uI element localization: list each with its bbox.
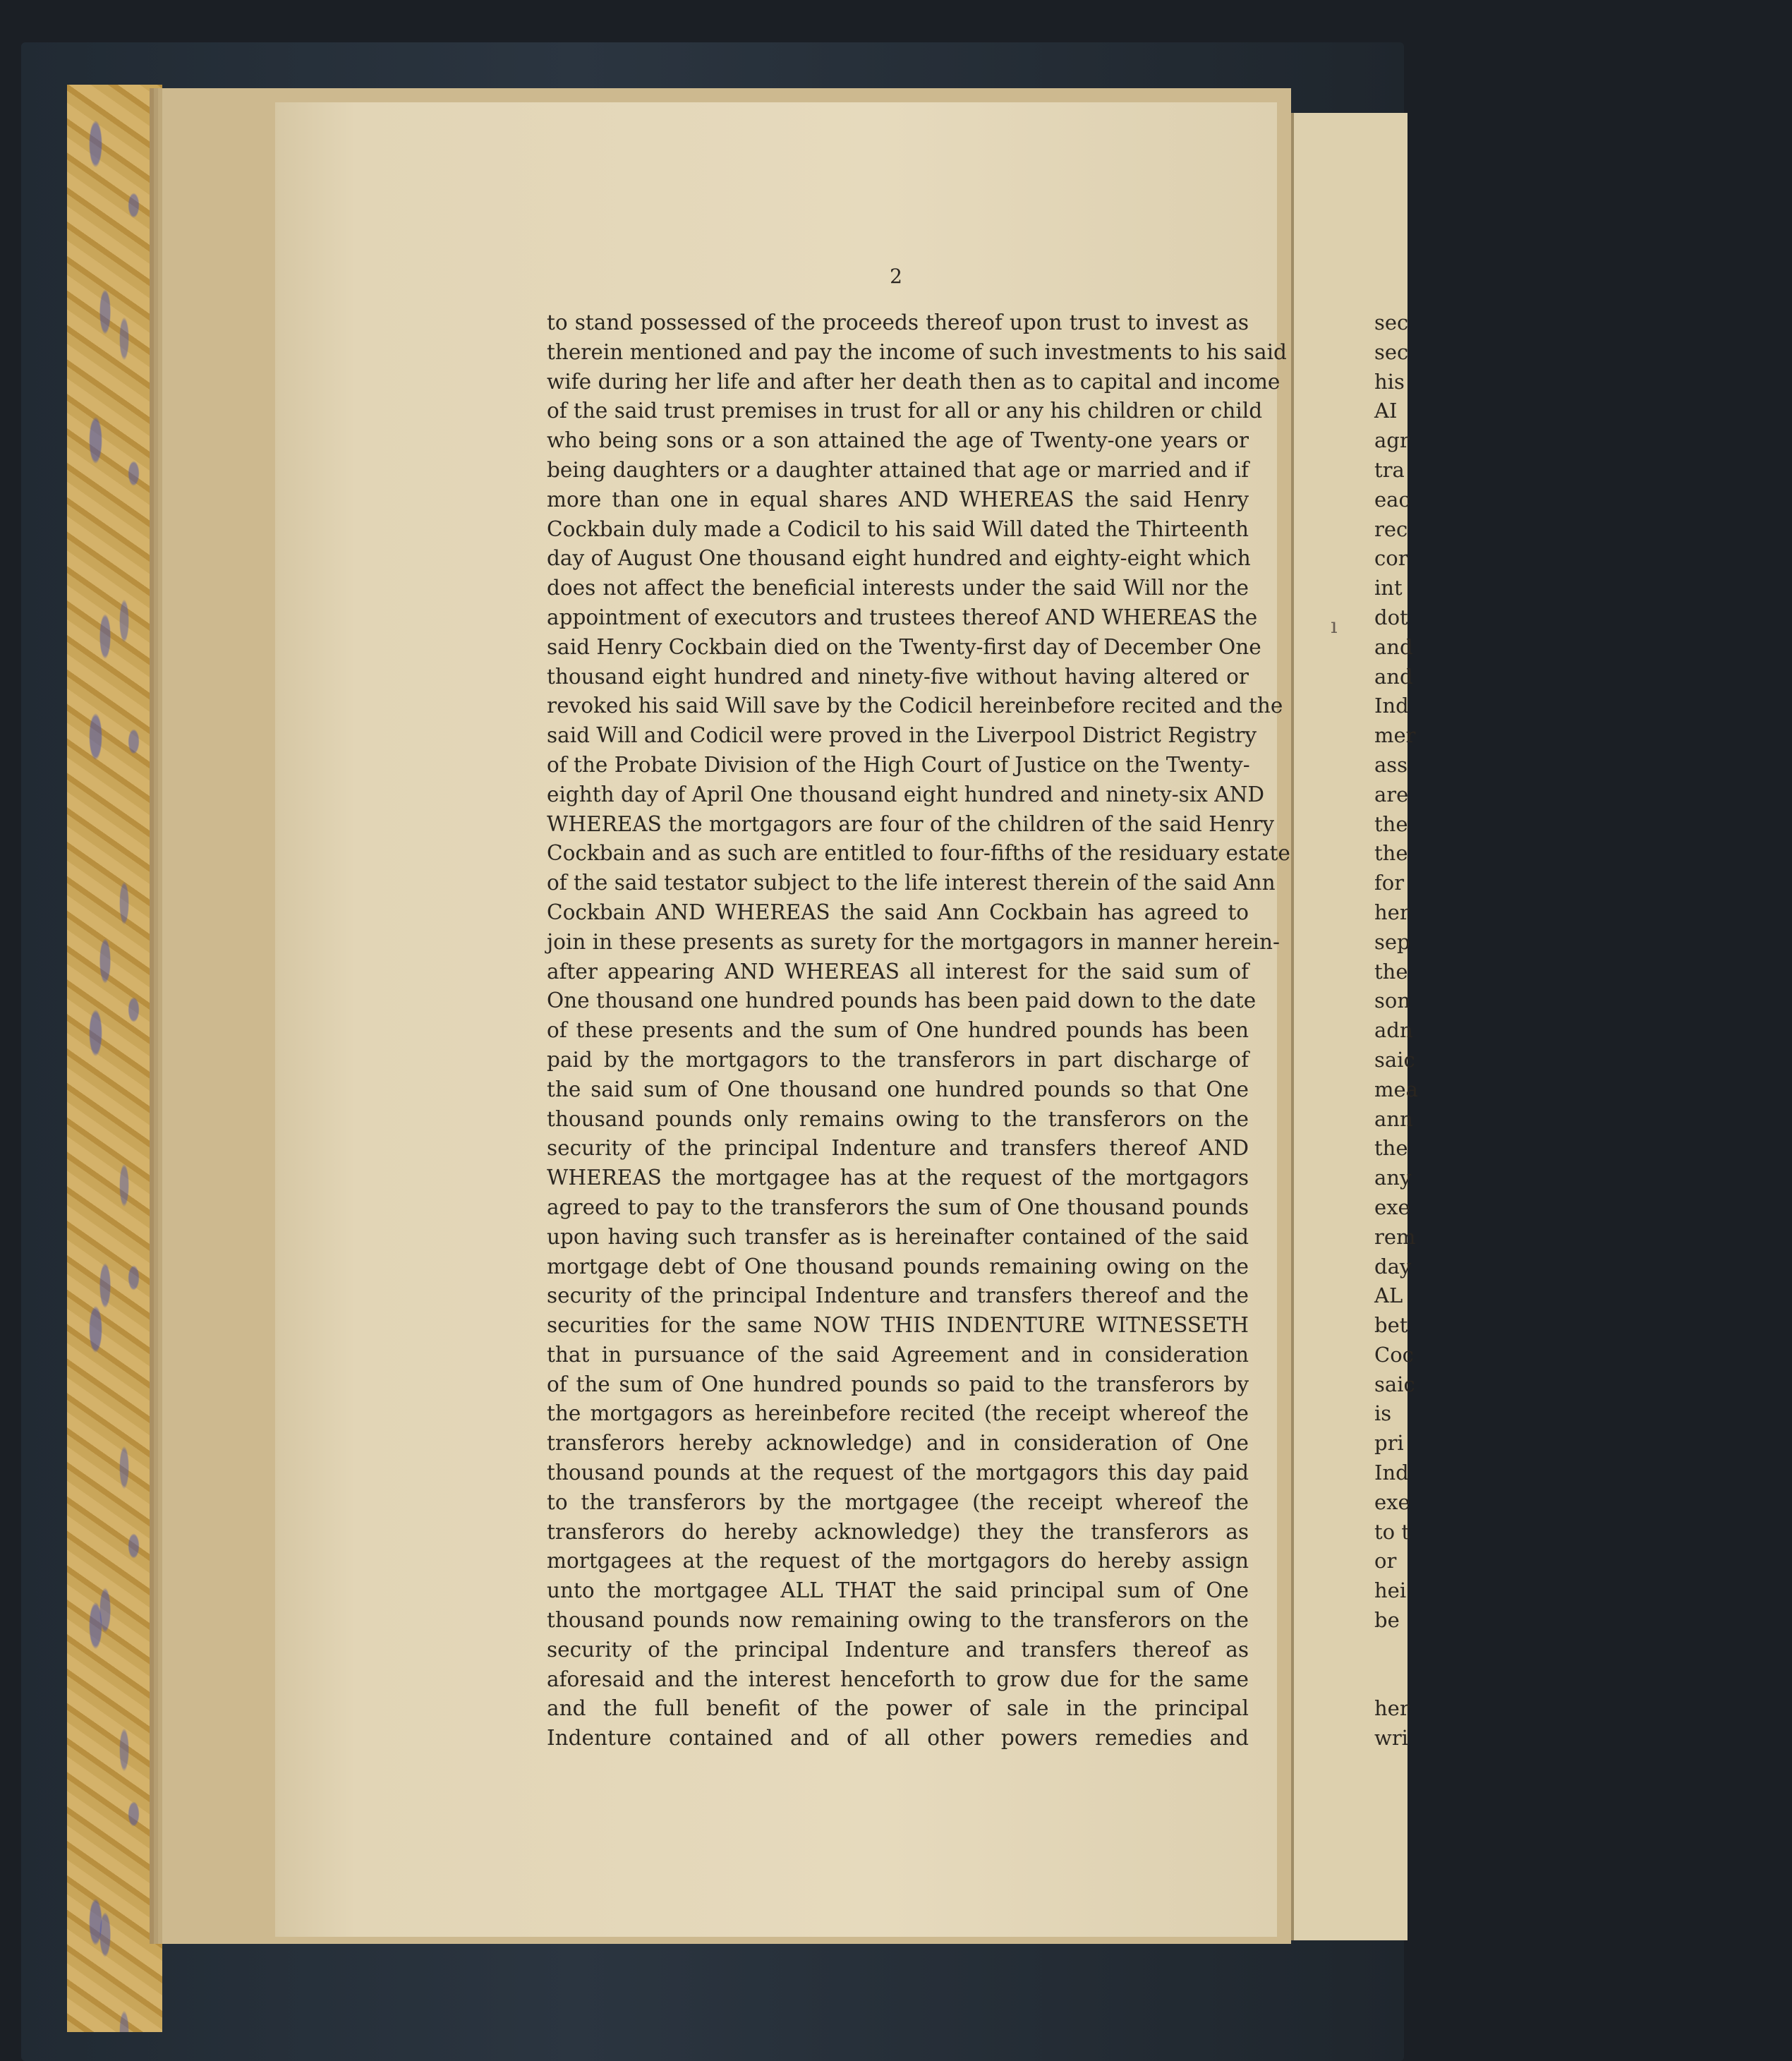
facing-page-fragment: the (1374, 841, 1408, 866)
text-line: mortgagees at the request of the mortgagors do hereby assign (547, 1549, 1249, 1573)
text-line: does not affect the beneficial interests under the said Will nor the (547, 576, 1249, 600)
text-line: Indenture contained and of all other powers remedies and (547, 1726, 1249, 1751)
facing-page-fragment: her (1374, 1696, 1410, 1721)
facing-page-fragment: mer (1374, 723, 1416, 748)
facing-page-fragment: and (1374, 664, 1413, 689)
facing-page-fragment: saic (1374, 1372, 1415, 1396)
text-line: WHEREAS the mortgagors are four of the children of the said Henry (547, 811, 1275, 836)
text-line: being daughters or a daughter attained that age or married and if (547, 457, 1249, 482)
text-line: transferors do hereby acknowledge) they the transferors as (547, 1519, 1249, 1544)
text-line: appointment of executors and trustees thereof AND WHEREAS the (547, 605, 1258, 629)
text-line: more than one in equal shares AND WHEREAS the said Henry (547, 487, 1249, 512)
text-line: transferors hereby acknowledge) and in consideration of One (547, 1431, 1249, 1456)
facing-page-fragment: her (1374, 900, 1410, 924)
facing-page-fragment: Coc (1374, 1342, 1414, 1367)
text-line: and the full benefit of the power of sale in the principal (547, 1696, 1249, 1721)
facing-page-fragment: AL (1374, 1283, 1403, 1308)
text-line: mortgage debt of One thousand pounds remaining owing on the (547, 1254, 1249, 1279)
facing-page-fragment: his (1374, 369, 1405, 394)
facing-page-fragment: any (1374, 1166, 1412, 1190)
facing-page-fragment: to t (1374, 1519, 1410, 1544)
text-line: eighth day of April One thousand eight hundred and ninety-six AND (547, 782, 1265, 806)
facing-page-fragment: AI (1374, 399, 1398, 423)
facing-page-fragment: dot (1374, 605, 1408, 629)
text-line: that in pursuance of the said Agreement and in consideration (547, 1342, 1249, 1367)
facing-page-fragment: and (1374, 634, 1413, 659)
text-line: of these presents and the sum of One hundred pounds has been (547, 1018, 1249, 1043)
facing-page-fragment (1374, 1665, 1405, 1695)
facing-page-fragment: the (1374, 1136, 1408, 1161)
facing-page-fragment: hei (1374, 1578, 1407, 1603)
text-line: the mortgagors as hereinbefore recited (the receipt whereof the (547, 1401, 1249, 1426)
facing-page-fragment: sep (1374, 929, 1410, 954)
text-line: One thousand one hundred pounds has been paid down to the date (547, 989, 1257, 1013)
facing-page-fragment: bet (1374, 1313, 1408, 1338)
facing-page-fragment: adn (1374, 1018, 1413, 1043)
text-line: agreed to pay to the transferors the sum of One thousand pounds (547, 1195, 1249, 1219)
facing-page-fragment: pri (1374, 1431, 1404, 1456)
text-line: securities for the same NOW THIS INDENTURE WITNESSETH (547, 1313, 1249, 1338)
text-line: unto the mortgagee ALL THAT the said principal sum of One (547, 1578, 1249, 1603)
text-line: said Henry Cockbain died on the Twenty-first day of December One (547, 634, 1261, 659)
text-line: security of the principal Indenture and transfers thereof and the (547, 1283, 1249, 1308)
text-line: day of August One thousand eight hundred and eighty-eight which (547, 546, 1251, 571)
text-line: wife during her life and after her death then as to capital and income (547, 369, 1281, 394)
facing-page-fragment: day (1374, 1254, 1412, 1279)
text-line: Cockbain duly made a Codicil to his said Will dated the Thirteenth (547, 516, 1249, 541)
facing-page-fragment: Ind (1374, 1461, 1409, 1485)
text-line: said Will and Codicil were proved in the Liverpool District Registry (547, 723, 1257, 748)
facing-page-fragment: wri (1374, 1726, 1408, 1751)
facing-page-fragment: rec (1374, 516, 1408, 541)
facing-page-fragment: for (1374, 871, 1405, 895)
facing-page-fragment: eac (1374, 487, 1410, 512)
text-line: therein mentioned and pay the income of such investments to his said (547, 339, 1287, 364)
text-line: after appearing AND WHEREAS all interest for the said sum of (547, 959, 1249, 984)
facing-page-fragment: agr (1374, 428, 1410, 453)
facing-page-fragment: cor (1374, 546, 1408, 571)
facing-page-fragment: exe (1374, 1489, 1410, 1514)
facing-page-fragment: exe (1374, 1195, 1410, 1219)
text-line: paid by the mortgagors to the transferors in part discharge of (547, 1047, 1249, 1072)
facing-page-fragment (1374, 1636, 1405, 1665)
text-line: to stand possessed of the proceeds thereof upon trust to invest as (547, 310, 1249, 334)
text-line: to the transferors by the mortgagee (the receipt whereof the (547, 1489, 1249, 1514)
facing-page-fragment: son (1374, 989, 1411, 1013)
text-line: join in these presents as surety for the mortgagors in manner herein- (547, 929, 1280, 954)
text-line: upon having such transfer as is hereinafter contained of the said (547, 1224, 1249, 1249)
facing-page-fragment: ass (1374, 752, 1408, 777)
facing-page-fragment: are (1374, 782, 1409, 806)
text-line: of the said testator subject to the life interest therein of the said Ann (547, 871, 1276, 895)
facing-page-fragment: saic (1374, 1047, 1415, 1072)
text-line: Cockbain AND WHEREAS the said Ann Cockbain has agreed to (547, 900, 1249, 924)
facing-page-fragment: the (1374, 811, 1408, 836)
text-line: the said sum of One thousand one hundred pounds so that One (547, 1077, 1249, 1101)
marbled-endpaper (67, 85, 162, 2032)
facing-page-fragment: the (1374, 959, 1408, 984)
facing-page-fragment: be (1374, 1608, 1400, 1633)
facing-page-fragment: mea (1374, 1077, 1418, 1101)
facing-page-fragment: sec (1374, 339, 1409, 364)
text-line: WHEREAS the mortgagee has at the request of the mortgagors (547, 1166, 1249, 1190)
margin-pencil-mark: ı (1331, 614, 1338, 639)
text-line: aforesaid and the interest henceforth to grow due for the same (547, 1667, 1249, 1691)
facing-page-fragment: sec (1374, 310, 1409, 334)
text-line: security of the principal Indenture and transfers thereof AND (547, 1136, 1249, 1161)
text-line: revoked his said Will save by the Codicil hereinbefore recited and the (547, 694, 1283, 718)
text-line: of the Probate Division of the High Court of Justice on the Twenty- (547, 752, 1250, 777)
facing-page-fragment: is (1374, 1401, 1392, 1426)
text-line: thousand pounds only remains owing to the transferors on the (547, 1106, 1249, 1131)
facing-page-text-fragments (1374, 308, 1418, 1753)
page-number: 2 (890, 265, 902, 288)
text-line: of the said trust premises in trust for all or any his children or child (547, 399, 1263, 423)
facing-page-fragment: rem (1374, 1224, 1416, 1249)
text-line: who being sons or a son attained the age of Twenty-one years or (547, 428, 1249, 453)
facing-page-fragment: tra (1374, 457, 1405, 482)
text-line: security of the principal Indenture and transfers thereof as (547, 1637, 1249, 1662)
page-body-text (547, 308, 1290, 1753)
facing-page-fragment: Ind (1374, 694, 1409, 718)
facing-page-fragment: int (1374, 576, 1403, 600)
facing-page-fragment: or (1374, 1549, 1397, 1573)
facing-page-fragment: ann (1374, 1106, 1413, 1131)
text-line: thousand eight hundred and ninety-five without having altered or (547, 664, 1249, 689)
text-line: thousand pounds at the request of the mortgagors this day paid (547, 1461, 1249, 1485)
text-line: of the sum of One hundred pounds so paid to the transferors by (547, 1372, 1249, 1396)
text-line: thousand pounds now remaining owing to the transferors on the (547, 1608, 1249, 1633)
text-line: Cockbain and as such are entitled to four-fifths of the residuary estate (547, 841, 1290, 866)
